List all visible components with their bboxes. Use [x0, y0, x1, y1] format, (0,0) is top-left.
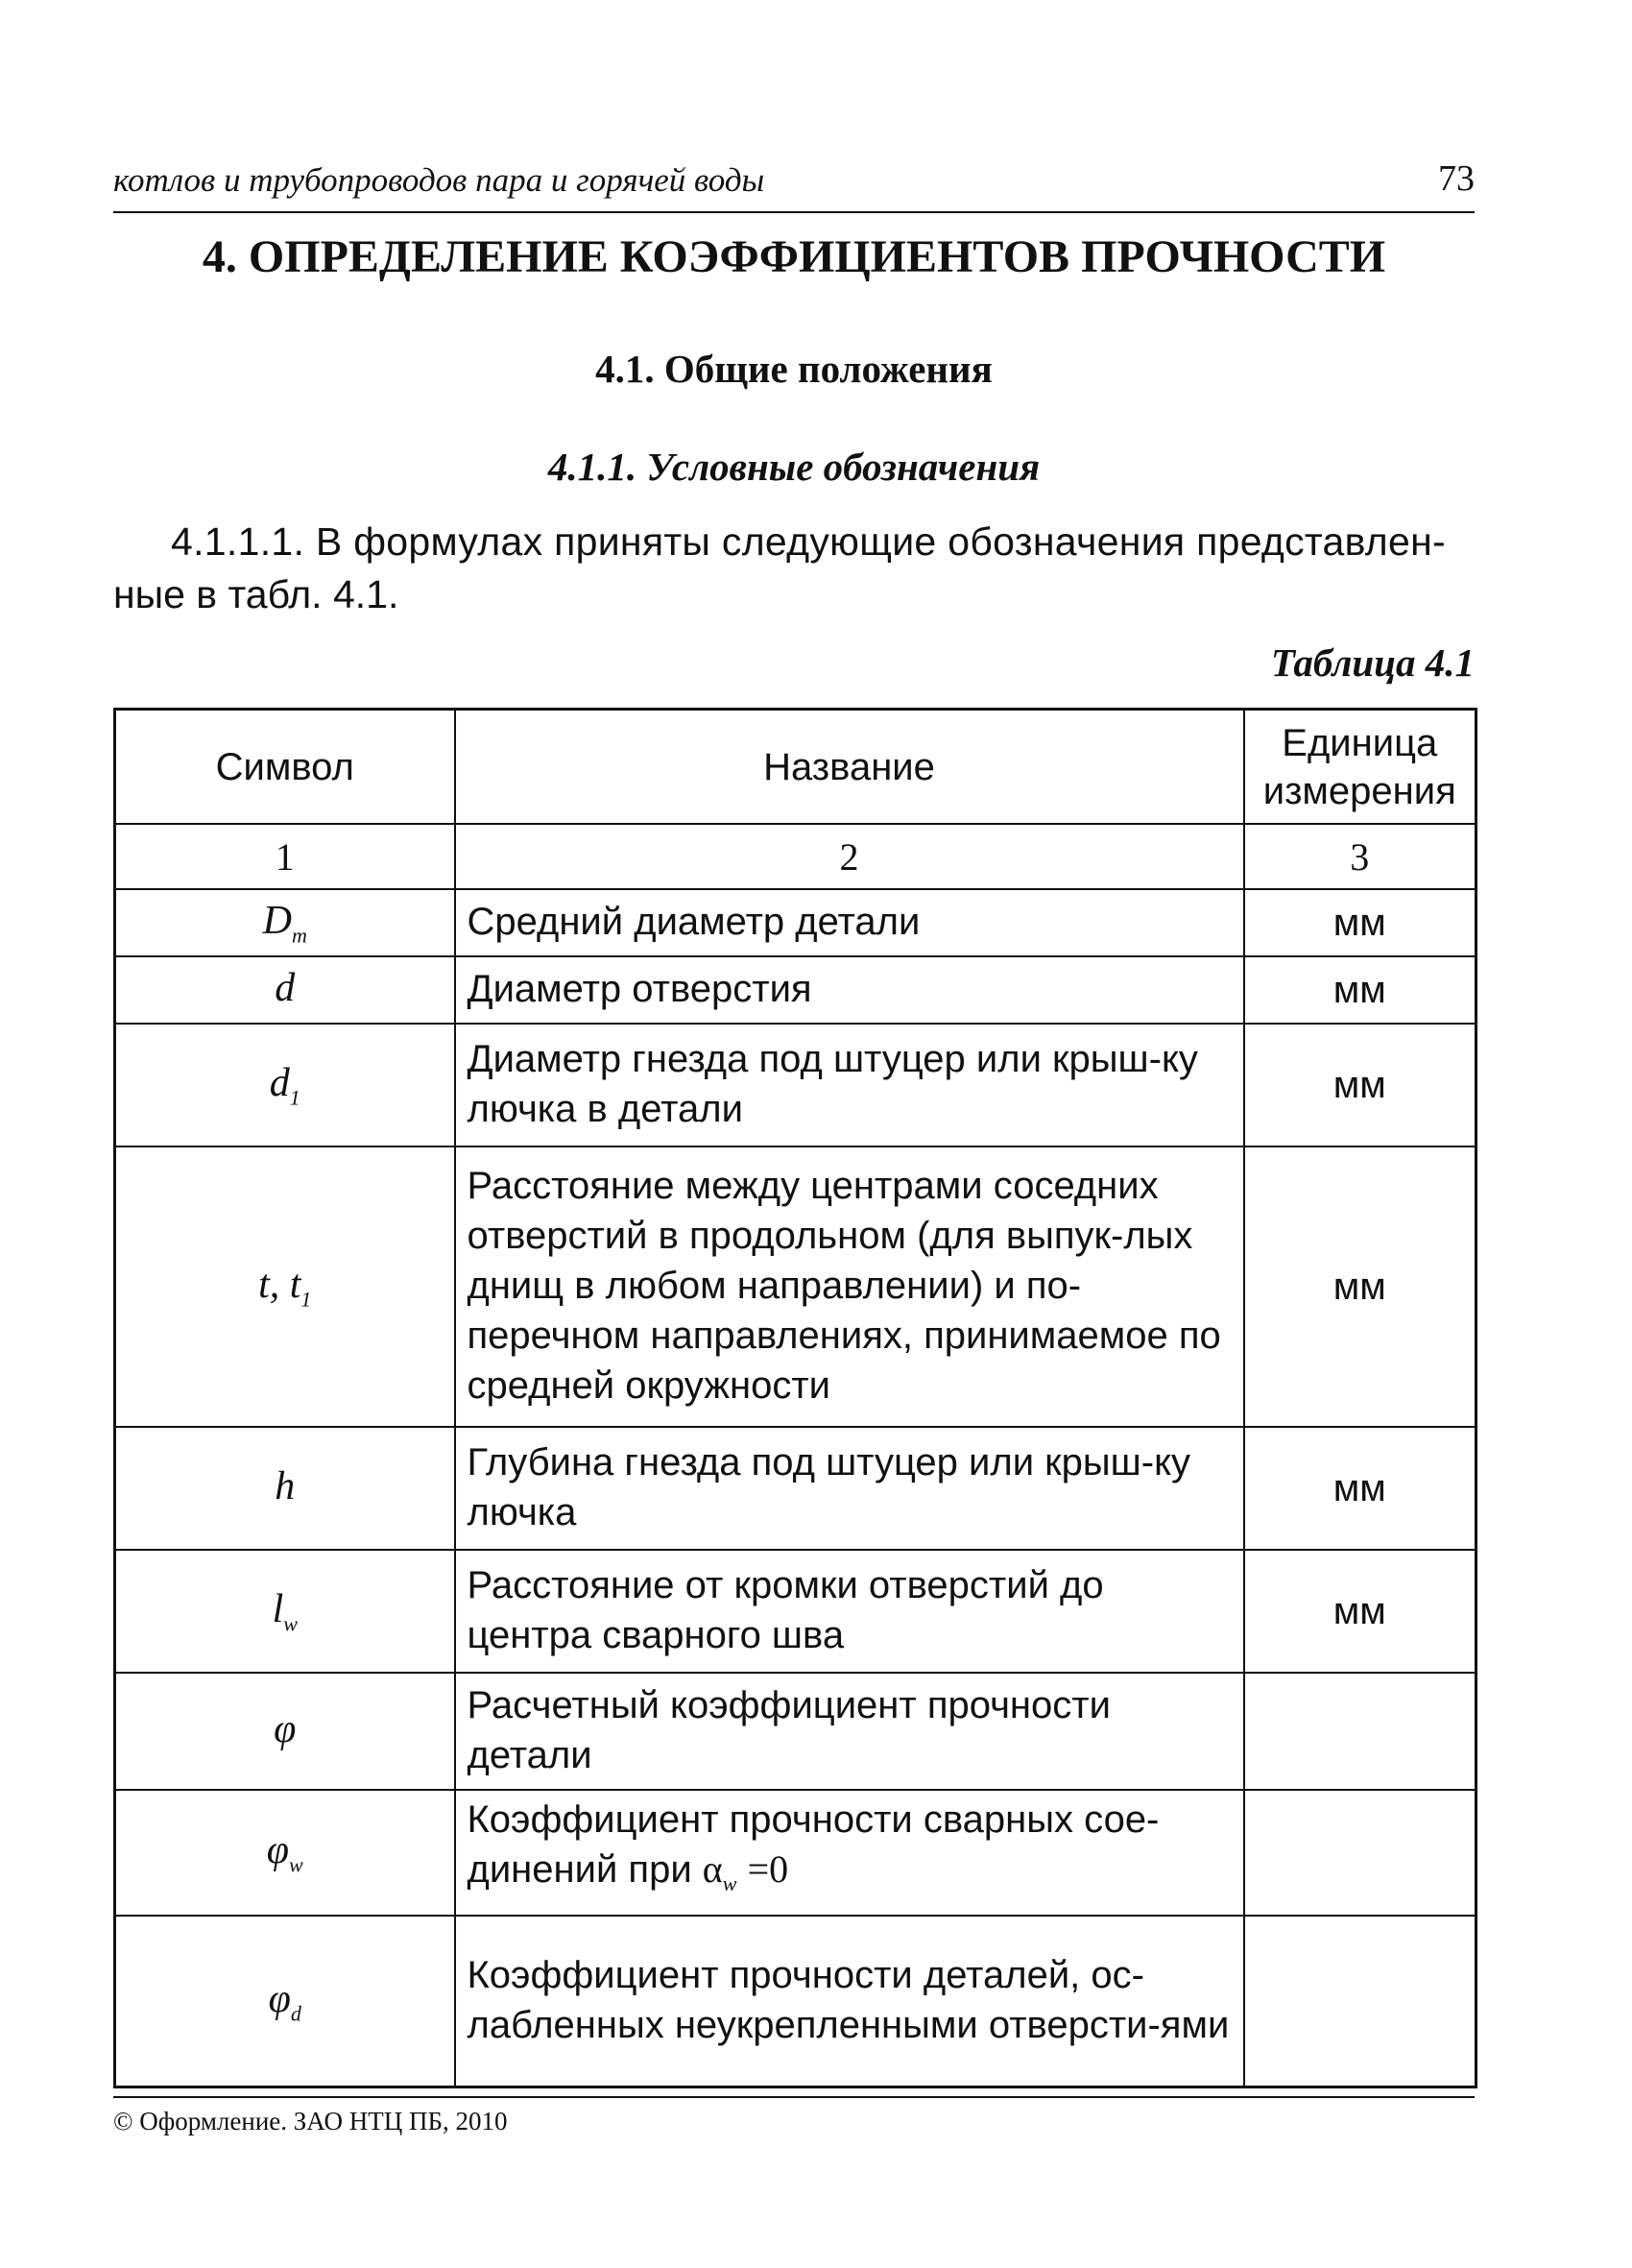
symbol-main: t, t: [258, 1262, 301, 1307]
chapter-title: 4. ОПРЕДЕЛЕНИЕ КОЭФФИЦИЕНТОВ ПРОЧНОСТИ: [202, 231, 1386, 282]
name-cell: Средний диаметр детали: [455, 889, 1244, 956]
symbol-subscript: m: [291, 923, 307, 948]
unit-cell: [1244, 1916, 1476, 2087]
symbol-cell: [115, 956, 455, 1024]
header-name: Название: [455, 710, 1244, 825]
name-cell: Диаметр гнезда под штуцер или крыш-ку лючка в детали: [455, 1024, 1244, 1146]
table-row: [115, 1024, 1476, 1146]
unit-cell: мм: [1244, 1024, 1476, 1146]
table-row: [115, 1790, 1476, 1916]
symbol-cell: [115, 1550, 455, 1673]
symbol-cell: [115, 1427, 455, 1550]
symbol-cell: [115, 1024, 455, 1146]
column-number-row: [115, 824, 1476, 889]
symbol-cell: [115, 1916, 455, 2087]
unit-cell: мм: [1244, 1146, 1476, 1427]
unit-cell: мм: [1244, 1550, 1476, 1673]
symbol-subscript: d: [290, 2000, 301, 2025]
unit-cell: мм: [1244, 1427, 1476, 1550]
unit-cell: [1244, 1790, 1476, 1916]
header-unit: Единица измерения: [1244, 710, 1476, 825]
intro-paragraph-line-1: 4.1.1.1. В формулах приняты следующие обозначения представлен-: [171, 519, 1446, 564]
name-cell: Глубина гнезда под штуцер или крыш-ку лючка: [455, 1427, 1244, 1550]
page-header: [113, 157, 1475, 213]
table-row: [115, 1146, 1476, 1427]
table-caption: Таблица 4.1: [1270, 640, 1475, 685]
symbols-table: [113, 708, 1477, 2088]
alpha-subscript: w: [722, 1871, 737, 1895]
name-cell: Диаметр отверстия: [455, 956, 1244, 1024]
symbol-main: d: [269, 1060, 290, 1105]
intro-paragraph-line-2: ные в табл. 4.1.: [113, 572, 399, 616]
name-cell: Коэффициент прочности деталей, ос-лабленных неукрепленными отверсти-ями: [455, 1916, 1244, 2087]
table-row: [115, 1550, 1476, 1673]
unit-cell: мм: [1244, 889, 1476, 956]
table-row: [115, 956, 1476, 1024]
column-number: 2: [455, 824, 1244, 889]
name-text: Коэффициент прочности сварных сое-динений при: [467, 1798, 1160, 1891]
table-row: [115, 1916, 1476, 2087]
symbol-cell: [115, 1146, 455, 1427]
symbol-main: l: [272, 1586, 284, 1631]
name-cell: Расстояние между центрами соседних отверстий в продольном (для выпук-лых днищ в любом направлении) и по-перечном направлениях, принимаемое по средней окружности: [455, 1146, 1244, 1427]
subsection-title: 4.1.1. Условные обозначения: [547, 445, 1041, 489]
symbol-cell: [115, 889, 455, 956]
unit-cell: мм: [1244, 956, 1476, 1024]
unit-cell: [1244, 1673, 1476, 1790]
symbol-main: φ: [268, 1976, 291, 2021]
name-cell: Расчетный коэффициент прочности детали: [455, 1673, 1244, 1790]
symbol-main: h: [275, 1463, 296, 1508]
symbol-main: φ: [274, 1706, 297, 1751]
table-row: [115, 1673, 1476, 1790]
name-cell: [455, 1790, 1244, 1916]
page-number: 73: [1438, 158, 1475, 199]
symbol-cell: [115, 1673, 455, 1790]
name-cell: Расстояние от кромки отверстий до центра сварного шва: [455, 1550, 1244, 1673]
symbol-main: φ: [266, 1828, 290, 1873]
column-number: 1: [115, 824, 455, 889]
column-number: 3: [1244, 824, 1476, 889]
running-title: котлов и трубопроводов пара и горячей воды: [113, 161, 765, 199]
table-row: [115, 1427, 1476, 1550]
header-symbol: Символ: [115, 710, 455, 825]
symbol-subscript: w: [283, 1611, 298, 1636]
symbol-subscript: 1: [289, 1085, 300, 1110]
alpha-symbol: α: [702, 1847, 723, 1891]
footer-copyright: © Оформление. ЗАО НТЦ ПБ, 2010: [113, 2107, 508, 2135]
symbol-main: D: [262, 898, 292, 943]
symbol-main: d: [275, 965, 296, 1010]
section-title: 4.1. Общие положения: [595, 347, 993, 391]
symbol-subscript: w: [289, 1852, 303, 1877]
table-header-row: [115, 710, 1476, 825]
symbol-cell: [115, 1790, 455, 1916]
table-row: [115, 889, 1476, 956]
symbol-subscript: 1: [300, 1287, 312, 1312]
footer-rule: [113, 2096, 1475, 2098]
name-text-tail: =0: [747, 1847, 789, 1891]
